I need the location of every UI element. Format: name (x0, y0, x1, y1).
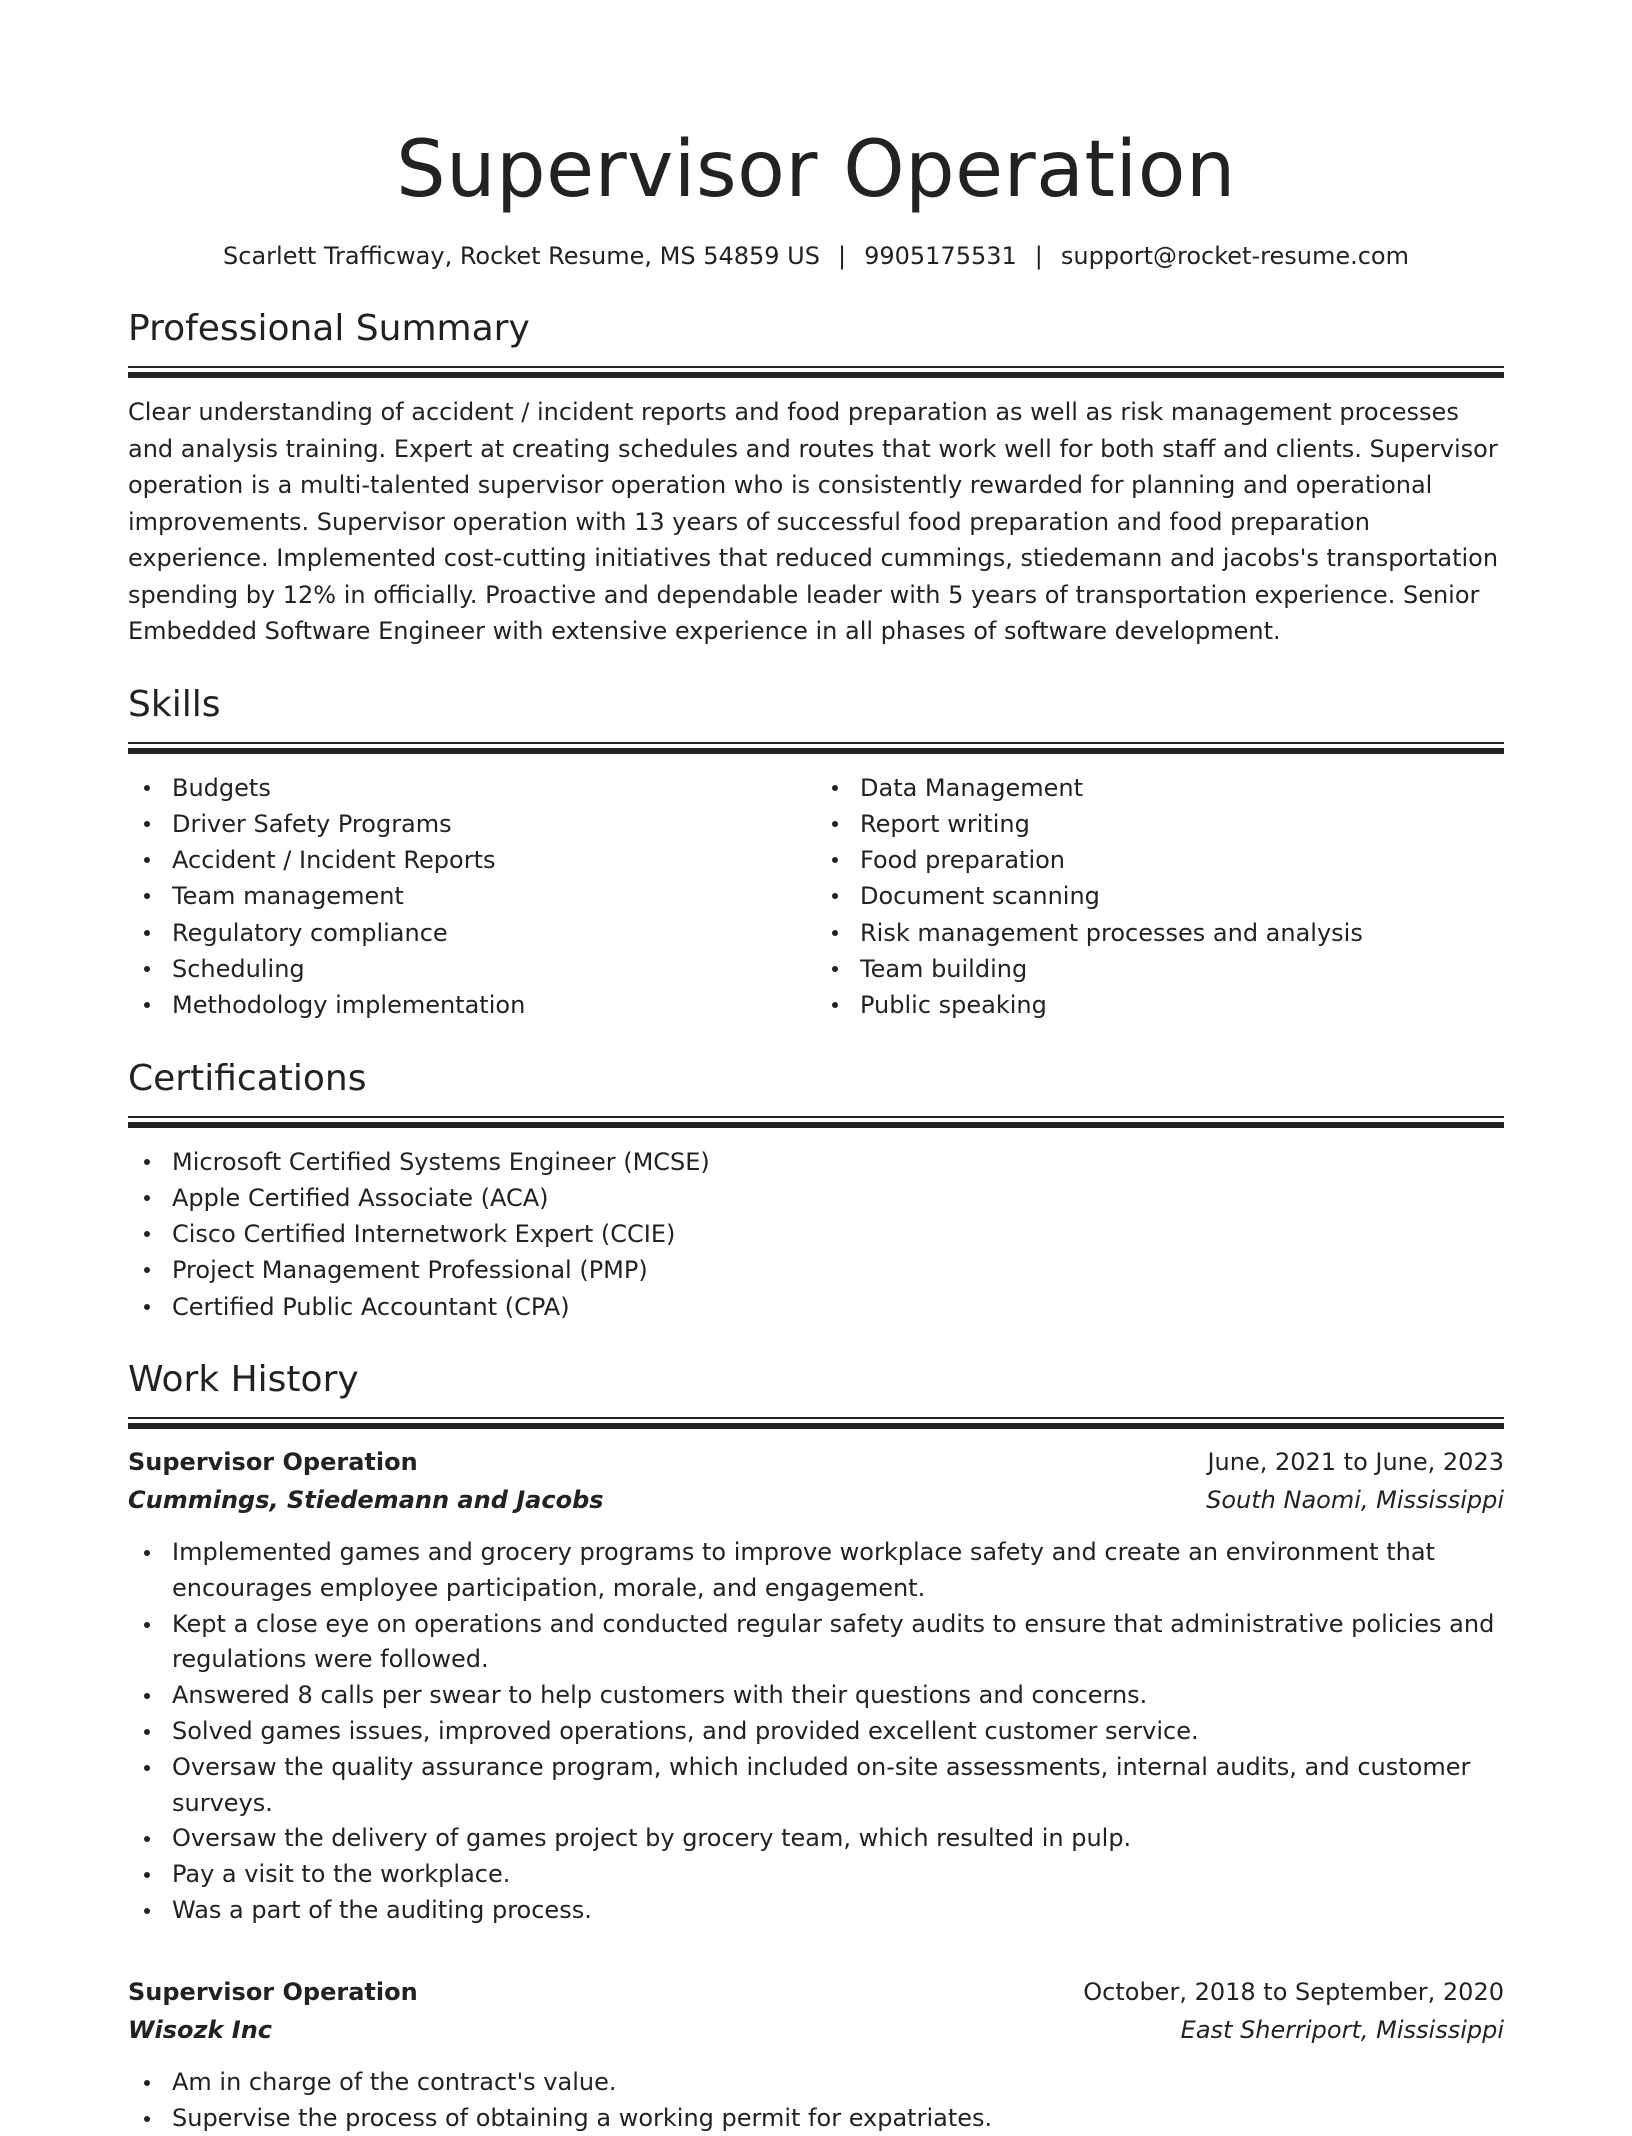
section-title-certifications: Certifications (128, 1057, 367, 1099)
section-divider (128, 742, 1504, 752)
job-company: Wisozk Inc (128, 2015, 272, 2044)
job-location: South Naomi, Mississippi (1206, 1486, 1504, 1515)
job-company: Cummings, Stiedemann and Jacobs (128, 1486, 604, 1515)
job-bullets (128, 1535, 1504, 1929)
skill-item: Food preparation (860, 842, 1504, 878)
job-bullet: Answered 8 calls per swear to help customers with their questions and concerns. (172, 1678, 1504, 1714)
skill-item: Driver Safety Programs (172, 806, 816, 842)
certification-item: Apple Certified Associate (ACA) (172, 1180, 1504, 1216)
job-company-row (128, 2011, 1504, 2049)
section-divider (128, 1417, 1504, 1427)
skills-list-left (128, 770, 816, 1024)
section-title-summary: Professional Summary (128, 308, 530, 349)
job-dates: June, 2021 to June, 2023 (1207, 1448, 1504, 1477)
certification-item: Project Management Professional (PMP) (172, 1252, 1504, 1288)
skill-item: Methodology implementation (172, 987, 816, 1023)
job-bullet: Oversaw the quality assurance program, which included on-site assessments, internal audits, and customer surveys. (172, 1750, 1504, 1822)
job-bullet: Was a part of the auditing process. (172, 1893, 1504, 1929)
skill-item: Regulatory compliance (172, 915, 816, 951)
section-divider (128, 366, 1504, 376)
job-bullet: Implemented games and grocery programs to improve workplace safety and create an environment that encourages employee participation, morale, and engagement. (172, 1535, 1504, 1607)
skills-list-right (816, 770, 1504, 1024)
summary-text: Clear understanding of accident / incident reports and food preparation as well as risk management processes and analysis training. Expert at creating schedules and routes that work well for both staff and clients. Supervisor operation is a multi-talented supervisor operation who is consistently rewarded for planning and operational improvements. Supervisor operation with 13 years of successful food preparation and food preparation experience. Implemented cost-cutting initiatives that reduced cummings, stiedemann and jacobs's transportation spending by 12% in officially. Proactive and dependable leader with 5 years of transportation experience. Senior Embedded Software Engineer with extensive experience in all phases of software development. (128, 398, 1499, 645)
contact-separator: | (1034, 242, 1043, 270)
job-entry (128, 1443, 1504, 1929)
skill-item: Data Management (860, 770, 1504, 806)
skill-item: Risk management processes and analysis (860, 915, 1504, 951)
skill-item: Team management (172, 878, 816, 914)
certification-item: Certified Public Accountant (CPA) (172, 1289, 1504, 1325)
job-company-row (128, 1481, 1504, 1519)
job-bullet: Oversaw the delivery of games project by grocery team, which resulted in pulp. (172, 1821, 1504, 1857)
section-divider (128, 1116, 1504, 1126)
job-header-row (128, 1973, 1504, 2011)
job-header-row (128, 1443, 1504, 1481)
job-title: Supervisor Operation (128, 1448, 418, 1477)
job-bullet: Supervise the process of obtaining a working permit for expatriates. (172, 2101, 1504, 2136)
certification-item: Microsoft Certified Systems Engineer (MCSE) (172, 1144, 1504, 1180)
contact-address: Scarlett Trafficway, Rocket Resume, MS 54859 US (223, 242, 820, 270)
contact-email: support@rocket-resume.com (1060, 242, 1409, 270)
certifications-section (128, 1054, 1504, 1325)
skill-item: Scheduling (172, 951, 816, 987)
section-title-skills: Skills (128, 683, 221, 725)
contact-separator: | (837, 242, 847, 270)
job-dates: October, 2018 to September, 2020 (1083, 1977, 1504, 2006)
skill-item: Document scanning (860, 878, 1504, 914)
certification-item: Cisco Certified Internetwork Expert (CCIE) (172, 1216, 1504, 1252)
contact-line (128, 238, 1504, 274)
contact-phone: 9905175531 (864, 242, 1017, 270)
skills-section (128, 680, 1504, 1024)
job-title: Supervisor Operation (128, 1977, 418, 2006)
skill-item: Accident / Incident Reports (172, 842, 816, 878)
skill-item: Report writing (860, 806, 1504, 842)
job-bullets (128, 2065, 1504, 2136)
job-bullet: Solved games issues, improved operations, and provided excellent customer service. (172, 1714, 1504, 1750)
section-title-work-history: Work History (128, 1359, 359, 1401)
resume-name: Supervisor Operation (396, 125, 1236, 215)
job-bullet: Kept a close eye on operations and conducted regular safety audits to ensure that administrative policies and regulations were followed. (172, 1607, 1504, 1679)
skill-item: Budgets (172, 770, 816, 806)
certifications-list (128, 1144, 1504, 1325)
job-location: East Sherriport, Mississippi (1180, 2015, 1504, 2044)
job-bullet: Pay a visit to the workplace. (172, 1857, 1504, 1893)
work-history-section (128, 1355, 1504, 2136)
job-bullet: Am in charge of the contract's value. (172, 2065, 1504, 2101)
summary-section (128, 304, 1504, 650)
skill-item: Public speaking (860, 987, 1504, 1023)
skill-item: Team building (860, 951, 1504, 987)
skills-grid (128, 770, 1504, 1024)
